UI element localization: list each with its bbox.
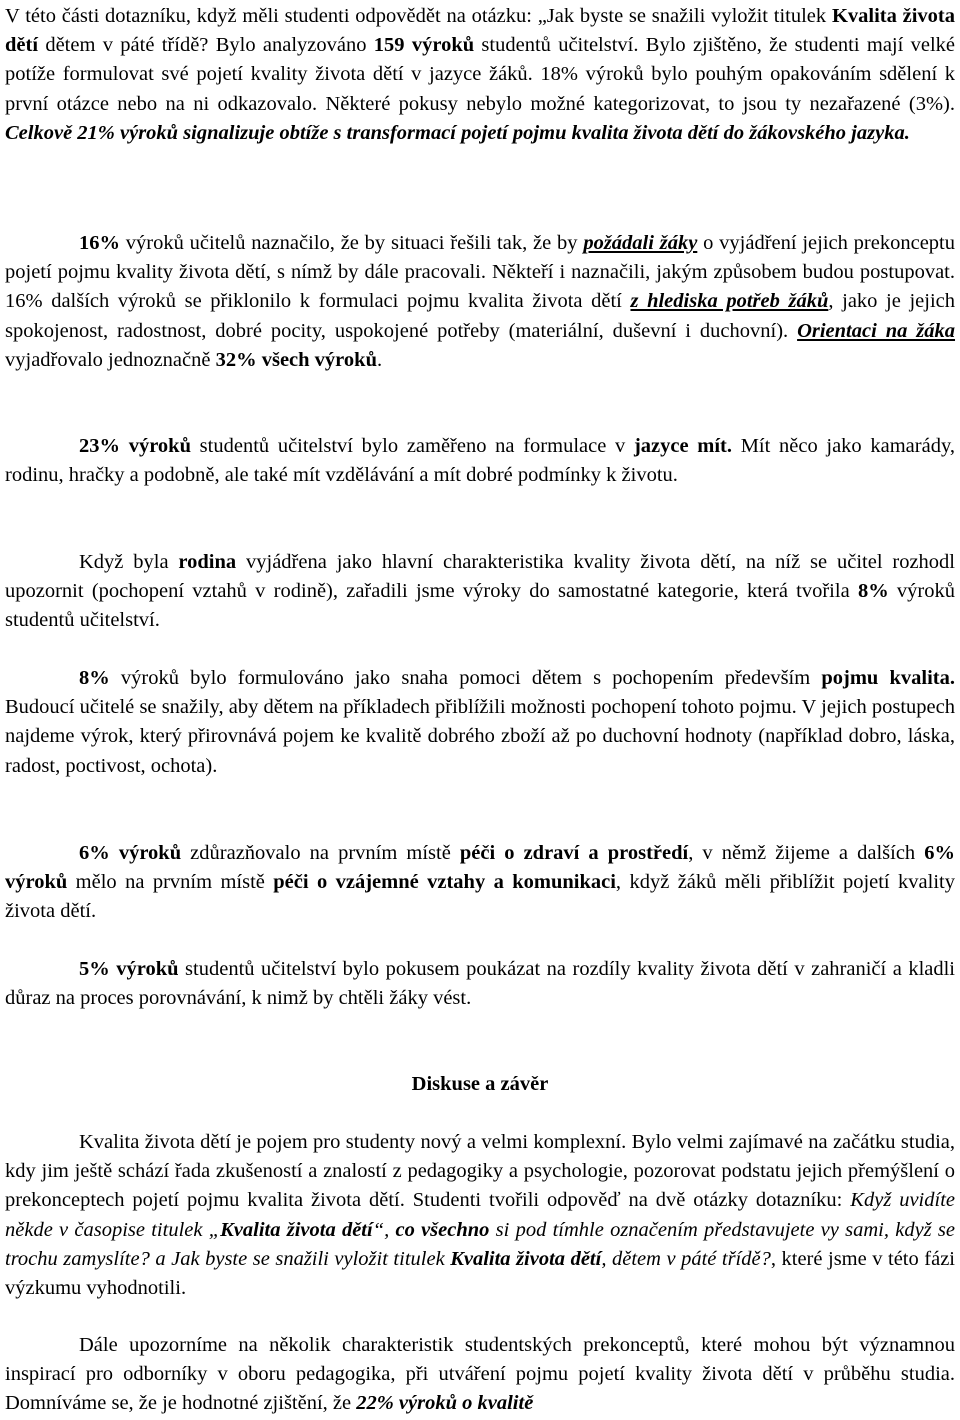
text-run: , když žáků měli přiblížit pojetí kvality života dětí. xyxy=(5,871,955,923)
bold-text: 32% všech výroků xyxy=(215,348,377,371)
bold-text: 8% xyxy=(857,580,889,603)
italic-text: Když uvidíte někde v časopise titulek „ xyxy=(5,1189,955,1241)
paragraph-4 xyxy=(5,548,955,636)
paragraph-9 xyxy=(5,1331,955,1419)
bold-text: péči o zdraví a prostředí xyxy=(459,842,689,864)
bold-italic-text: Celkově 21% výroků signalizuje obtíže s transformací pojetí pojmu kvalita života dětí do žákovského jazyka. xyxy=(5,121,910,144)
bold-text: 16% xyxy=(79,232,120,254)
bold-italic-underlined-text: požádali žáky xyxy=(583,232,698,254)
bold-italic-text: Kvalita života dětí xyxy=(220,1218,373,1241)
text-run: , v němž žijeme a dalších xyxy=(688,842,925,864)
section-heading: Diskuse a závěr xyxy=(411,1073,549,1095)
paragraph-2 xyxy=(5,229,955,375)
bold-text: 159 výroků xyxy=(373,34,475,57)
text-run: , které jsme v této fázi výzkumu vyhodnotili. xyxy=(5,1247,955,1300)
paragraph-1 xyxy=(5,2,955,148)
paragraph-5 xyxy=(5,664,955,781)
bold-text: rodina xyxy=(178,551,237,573)
text-run: studentů učitelství bylo pokusem poukázat na rozdíly kvality života dětí v zahraničí a kladli důraz na proces porovnávání, k nimž by chtěli žáky vést. xyxy=(5,958,955,1010)
bold-text: jazyce mít. xyxy=(633,435,732,457)
text-run: Dále upozorníme na několik charakteristik studentských prekonceptů, které mohou být významnou inspirací pro odborníky v oboru pedagogika, při utváření pojmu pojetí kvality života dětí v průběhu studia. Domníváme se, že je hodnotné zjištění, že xyxy=(5,1334,955,1415)
paragraph-3 xyxy=(5,432,955,490)
paragraph-7 xyxy=(5,955,955,1013)
bold-text: 8% xyxy=(79,667,110,689)
text-run: mělo na prvním místě xyxy=(67,871,274,894)
text-run: studentů učitelství bylo zaměřeno na formulace v xyxy=(190,435,634,457)
italic-text: si pod tímhle označením představujete vy sami, když se trochu zamyslíte? a Jak byste se snažili vyložit titulek xyxy=(5,1218,955,1270)
text-run: , jako je jejich spokojenost, radostnost, dobré pocity, uspokojené potřeby (materiální, duševní i duchovní). xyxy=(5,290,956,342)
italic-text: , dětem v páté třídě? xyxy=(601,1247,771,1270)
bold-text: péči o vzájemné vztahy a komunikaci xyxy=(273,871,616,894)
text-run: studentů učitelství. Bylo zjištěno, že studenti mají velké potíže formulovat své pojetí kvality života dětí v jazyce žáků. 18% výroků bylo pouhým opakováním sdělení k první otázce nebo na ni odkazovalo. Některé pokusy nebylo možné kategorizovat, to jsou ty nezařazené (3%). xyxy=(5,34,956,115)
italic-text: “, xyxy=(372,1218,396,1241)
bold-italic-underlined-text: z hlediska potřeb žáků xyxy=(630,290,829,313)
text-run: . xyxy=(376,348,383,371)
bold-text: Kvalita života dětí xyxy=(5,5,955,57)
bold-italic-underlined-text: Orientaci na žáka xyxy=(797,319,956,342)
text-run: V této části dotazníku, když měli studenti odpovědět na otázku: „Jak byste se snažili vyložit titulek xyxy=(5,5,832,27)
text-run: Mít něco jako kamarády, rodinu, hračky a podobně, ale také mít vzdělávání a mít dobré podmínky k životu. xyxy=(5,435,955,487)
text-run: Když byla xyxy=(79,551,179,573)
text-run: Budoucí učitelé se snažily, aby dětem na příkladech přiblížili možnosti pochopení tohoto pojmu. V jejich postupech najdeme výrok, který přirovnává pojem ke kvalitě dobrého zboží až po duchovní hodnoty (například dobro, láska, radost, poctivost, ochota). xyxy=(5,696,955,777)
text-run: Kvalita života dětí je pojem pro studenty nový a velmi komplexní. Bylo velmi zajímavé na začátku studia, kdy jim ještě schází řada zkušeností a znalostí z pedagogiky a psychologie, pozorovat podstatu jejich přemýšlení o prekonceptech pojetí pojmu kvalita života dětí. Studenti tvořili odpověď na dvě otázky dotazníku: xyxy=(5,1131,955,1212)
bold-italic-text: co všechno xyxy=(395,1218,490,1241)
bold-text: 23% výroků xyxy=(79,435,191,457)
bold-text: 5% výroků xyxy=(79,958,179,980)
paragraph-8 xyxy=(5,1128,955,1303)
bold-italic-text: Kvalita života dětí xyxy=(450,1247,602,1270)
text-run: vyjadřovalo jednoznačně xyxy=(5,348,216,371)
bold-italic-text: 22% výroků o kvalitě xyxy=(356,1392,534,1415)
text-run: dětem v páté třídě? Bylo analyzováno xyxy=(38,34,374,57)
text-run: zdůrazňovalo na prvním místě xyxy=(181,842,460,864)
bold-text: 6% výroků xyxy=(5,842,955,894)
bold-text: pojmu kvalita. xyxy=(821,667,955,689)
paragraph-6 xyxy=(5,839,955,927)
text-run: vyjádřena jako hlavní charakteristika kvality života dětí, na níž se učitel rozhodl upozornit (pochopení vztahů v rodině), zařadili jsme výroky do samostatné kategorie, která tvořila xyxy=(5,551,955,603)
text-run: výroků bylo formulováno jako snaha pomoci dětem s pochopením především xyxy=(109,667,822,689)
text-run: výroků studentů učitelství. xyxy=(5,580,956,632)
text-run: výroků učitelů naznačilo, že by situaci řešili tak, že by xyxy=(120,232,584,254)
bold-text: 6% výroků xyxy=(79,842,182,864)
text-run: o vyjádření jejich prekonceptu pojetí pojmu kvality života dětí, s nímž by dále pracovali. Někteří i naznačili, jakým způsobem budou postupovat. 16% dalších výroků se přiklonilo k formulaci pojmu kvalita života dětí xyxy=(5,232,955,313)
